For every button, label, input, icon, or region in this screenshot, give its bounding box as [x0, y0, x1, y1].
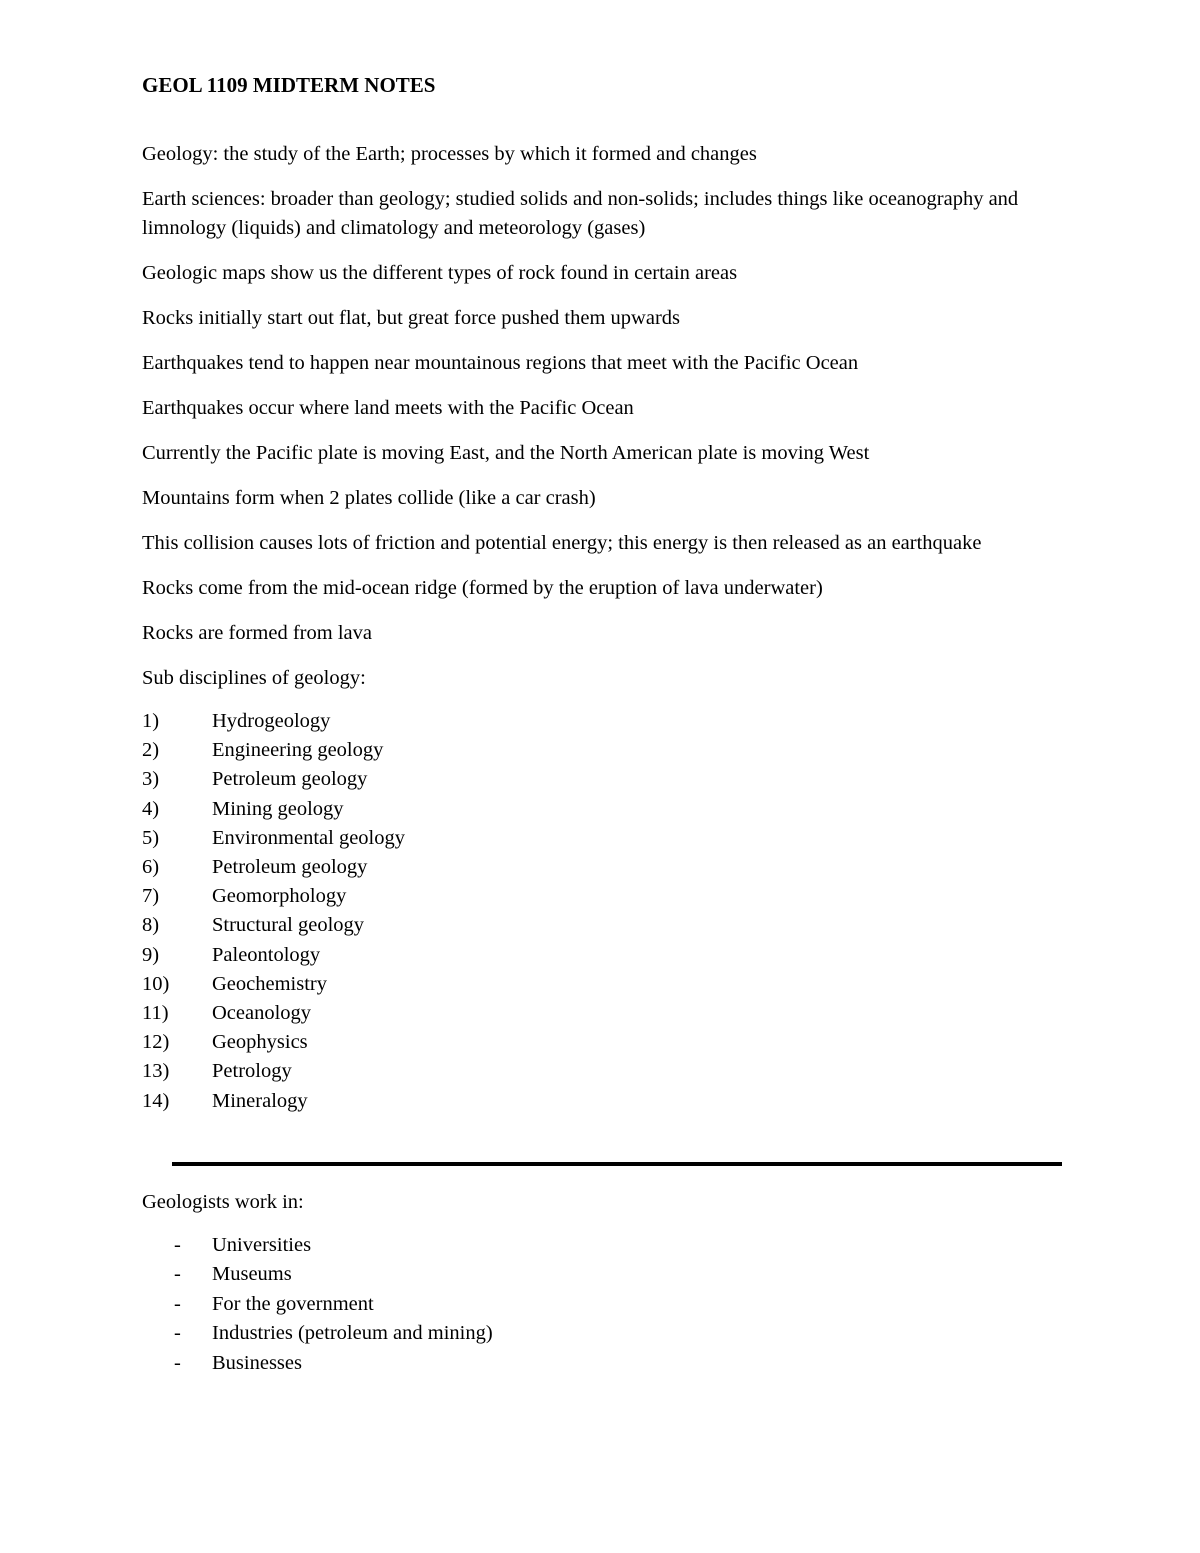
- list-item: [142, 911, 1062, 940]
- subdisciplines-list: [142, 707, 1062, 1116]
- list-item: [142, 1260, 1062, 1290]
- list-text: Universities: [212, 1233, 312, 1256]
- paragraph: Rocks are formed from lava: [142, 622, 372, 644]
- paragraph: Rocks initially start out flat, but great force pushed them upwards: [142, 307, 680, 329]
- list-item: [142, 1057, 1062, 1086]
- list-number: 11): [142, 1002, 169, 1025]
- document-page: [142, 72, 1062, 1378]
- list-item: [142, 853, 1062, 882]
- list-text: Hydrogeology: [212, 710, 331, 732]
- list-text: Geomorphology: [212, 885, 347, 908]
- list-number: 14): [142, 1089, 170, 1112]
- bullet-dash: -: [174, 1233, 181, 1256]
- list-item: [142, 1319, 1062, 1349]
- list-number: 12): [142, 1031, 170, 1054]
- list-item: [142, 736, 1062, 765]
- list-text: Petroleum geology: [212, 856, 368, 879]
- bullet-dash: -: [174, 1292, 181, 1315]
- list-item: [142, 707, 1062, 736]
- list-number: 6): [142, 856, 160, 879]
- paragraph: Geology: the study of the Earth; processes by which it formed and changes: [142, 143, 757, 165]
- list-number: 2): [142, 739, 160, 762]
- list-number: 10): [142, 972, 170, 995]
- list-number: 3): [142, 768, 160, 791]
- workplaces-heading: Geologists work in:: [142, 1190, 304, 1213]
- workplaces-list: [142, 1231, 1062, 1379]
- list-item: [142, 1231, 1062, 1261]
- list-text: Engineering geology: [212, 739, 384, 762]
- list-number: 4): [142, 797, 160, 820]
- list-text: Geophysics: [212, 1031, 308, 1054]
- list-item: [142, 824, 1062, 853]
- list-item: [142, 1290, 1062, 1320]
- paragraph: Earthquakes occur where land meets with the Pacific Ocean: [142, 397, 634, 419]
- list-text: Oceanology: [212, 1002, 312, 1025]
- list-number: 7): [142, 885, 160, 908]
- list-text: Geochemistry: [212, 972, 327, 995]
- list-text: Industries (petroleum and mining): [212, 1322, 493, 1345]
- list-item: [142, 1087, 1062, 1116]
- list-text: Structural geology: [212, 914, 365, 937]
- list-item: [142, 1028, 1062, 1057]
- list-number: 13): [142, 1060, 170, 1083]
- list-text: For the government: [212, 1292, 374, 1315]
- paragraph: Currently the Pacific plate is moving East, and the North American plate is moving West: [142, 442, 870, 464]
- list-text: Petroleum geology: [212, 768, 368, 791]
- list-item: [142, 765, 1062, 794]
- list-text: Petrology: [212, 1060, 292, 1083]
- paragraph: Earthquakes tend to happen near mountainous regions that meet with the Pacific Ocean: [142, 352, 859, 374]
- bullet-dash: -: [174, 1351, 181, 1374]
- paragraph: Geologic maps show us the different types of rock found in certain areas: [142, 262, 738, 284]
- list-text: Mining geology: [212, 797, 344, 820]
- document-title: GEOL 1109 MIDTERM NOTES: [142, 73, 436, 97]
- list-number: 1): [142, 710, 160, 732]
- list-item: [142, 970, 1062, 999]
- list-item: [142, 795, 1062, 824]
- horizontal-divider: [172, 1162, 1062, 1166]
- list-item: [142, 941, 1062, 970]
- list-text: Environmental geology: [212, 826, 405, 849]
- list-text: Businesses: [212, 1351, 302, 1374]
- list-number: 5): [142, 826, 160, 849]
- list-item: [142, 1349, 1062, 1379]
- list-text: Mineralogy: [212, 1089, 308, 1112]
- subdisciplines-heading: Sub disciplines of geology:: [142, 667, 366, 689]
- list-item: [142, 882, 1062, 911]
- bullet-dash: -: [174, 1263, 181, 1286]
- paragraph: Earth sciences: broader than geology; studied solids and non-solids; includes things like oceanography and limnology (liquids) and climatology and meteorology (gases): [142, 188, 1019, 239]
- list-item: [142, 999, 1062, 1028]
- paragraph: Mountains form when 2 plates collide (like a car crash): [142, 487, 596, 509]
- list-number: 9): [142, 943, 160, 966]
- paragraph: Rocks come from the mid-ocean ridge (formed by the eruption of lava underwater): [142, 577, 823, 599]
- paragraph: This collision causes lots of friction and potential energy; this energy is then released as an earthquake: [142, 532, 982, 554]
- list-text: Paleontology: [212, 943, 321, 966]
- list-text: Museums: [212, 1263, 292, 1286]
- list-number: 8): [142, 914, 160, 937]
- bullet-dash: -: [174, 1322, 181, 1345]
